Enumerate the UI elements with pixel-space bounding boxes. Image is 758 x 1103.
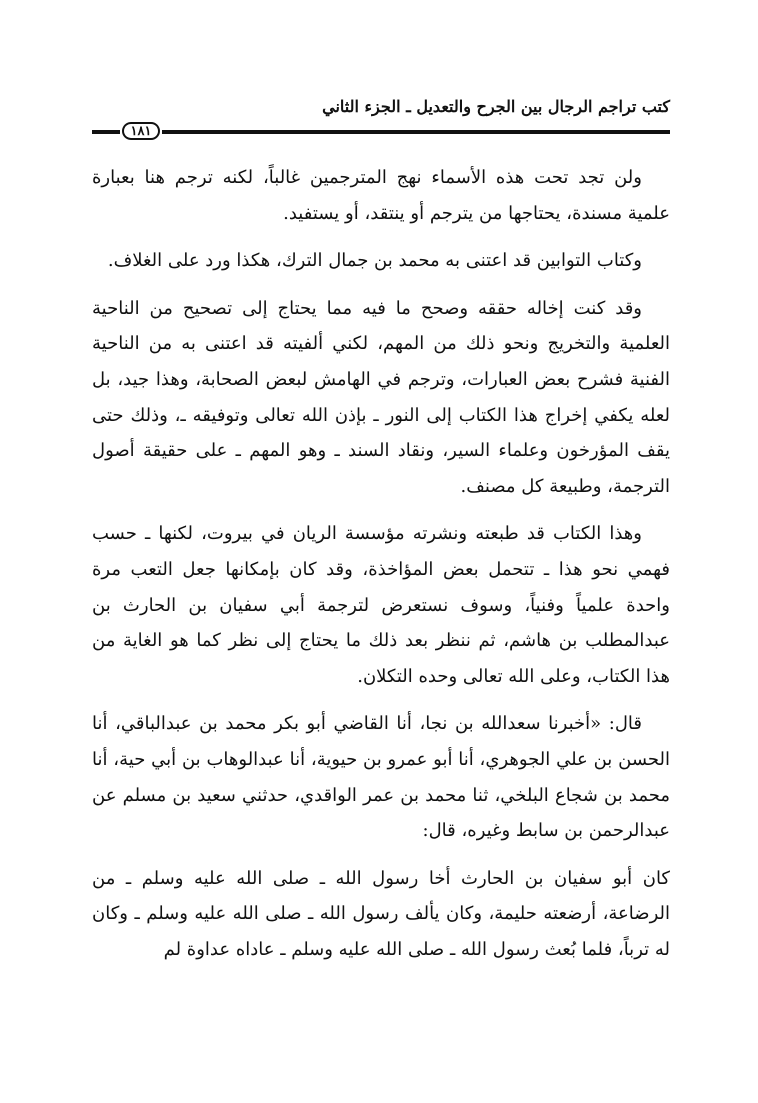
paragraph: ولن تجد تحت هذه الأسماء نهج المترجمين غالباً، لكنه ترجم هنا بعبارة علمية مسندة، يحتاجها من يترجم أو ينتقد، أو يستفيد. [92,167,670,224]
rule-line-right [162,130,670,134]
paragraph: كان أبو سفيان بن الحارث أخا رسول الله ـ صلى الله عليه وسلم ـ من الرضاعة، أرضعته حليمة، وكان يألف رسول الله ـ صلى الله عليه وسلم ـ وكان له ترباً، فلما بُعث رسول الله ـ صلى الله عليه وسلم ـ عاداه عداوة لم [92,867,670,960]
paragraph: وكتاب التوابين قد اعتنى به محمد بن جمال الترك، هكذا ورد على الغلاف. [107,250,642,272]
page-number-badge: ١٨١ [122,122,160,140]
rule-line-left [92,130,120,134]
paragraph: وقد كنت إخاله حققه وصحح ما فيه مما يحتاج إلى تصحيح من الناحية العلمية والتخريج ونحو ذلك من المهم، لكني ألفيته قد اعتنى به من الناحية الفنية فشرح بعض العبارات، وترجم في الهامش لبعض الصحابة، وهذا جيد، بل لعله يكفي إخراج هذا الكتاب إلى النور ـ بإذن الله تعالى وتوفيقه ـ، وذلك حتى يقف المؤرخون وعلماء السير، ونقاد السند ـ وهو المهم ـ على حقيقة أصول الترجمة، وطبيعة كل مصنف. [92,297,670,497]
header-rule [92,122,670,142]
body-text [92,160,670,967]
paragraph: وهذا الكتاب قد طبعته ونشرته مؤسسة الريان في بيروت، لكنها ـ حسب فهمي نحو هذا ـ تتحمل بعض المؤاخذة، وقد كان بإمكانها جعل التعب مرة واحدة علمياً وفنياً، وسوف نستعرض لترجمة أبي سفيان بن الحارث بن عبدالمطلب بن هاشم، ثم ننظر بعد ذلك ما يحتاج إلى نظر كما هو الغاية من هذا الكتاب، وعلى الله تعالى وحده التكلان. [92,523,670,687]
running-header: كتب تراجم الرجال بين الجرح والتعديل ـ الجزء الثاني [322,97,670,116]
paragraph: قال: «أخبرنا سعدالله بن نجا، أنا القاضي أبو بكر محمد بن عبدالباقي، أنا الحسن بن علي الجوهري، أنا أبو عمرو بن حيوية، أنا عبدالوهاب بن أبي حية، أنا محمد بن شجاع البلخي، ثنا محمد بن عمر الواقدي، حدثني سعيد بن مسلم عن عبدالرحمن بن سابط وغيره، قال: [92,713,670,842]
